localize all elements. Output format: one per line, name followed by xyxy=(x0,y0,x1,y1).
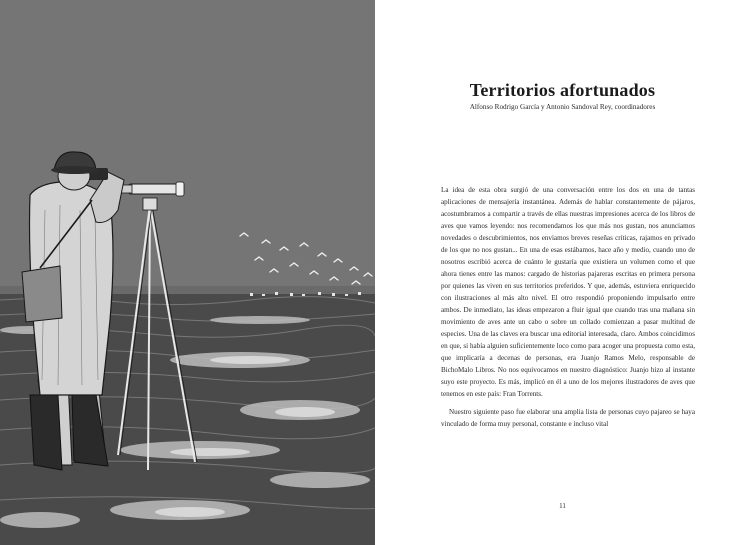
body-text xyxy=(441,184,695,430)
right-page xyxy=(375,0,750,545)
paragraph-1: La idea de esta obra surgió de una conversación entre los dos en una de tantas aplicaciones de mensajería instantánea. Además de hablar constantemente de pájaros, acostumbramos a compartir a través de ellas nuestras impresiones acerca de los libros de aves que vamos leyendo: nos recomendamos los que más nos gustan, nos anunciamos novedades o descubrimientos, nos enviamos breves reseñas críticas, rajamos en privado de los que no nos gustan... En una de esas estábamos, hace año y medio, cuando uno de nosotros escribió acerca de cuánto le gustaría que existiera un volumen como el que ahora tienes entre las manos: cargado de historias pajareras escritas en primera persona por quienes las viven en sus territorios preferidos. Y que, además, estuviera enriquecido con ilustraciones al más alto nivel. El otro respondió proponiendo impulsarlo entre ambos. De inmediato, las ideas empezaron a fluir igual que cuando tras una mañana sin movimiento de aves ante un cabo o sobre un collado comienzan a pasar multitud de especies. Una de las claves era buscar una editorial interesada, claro. Ambos coincidimos en que, si había alguien suficientemente loco como para acoger una propuesta como esta, que implicaría a decenas de personas, era Juanjo Ramos Melo, responsable de BichoMalo Libros. No nos equivocamos en nuestro diagnóstico: Juanjo hizo al instante suyo este proyecto. Es más, implicó en él a uno de los mejores ilustradores de aves que tenemos en este país: Fran Torrents. xyxy=(441,186,695,398)
page-number: 11 xyxy=(559,502,566,510)
chapter-title: Territorios afortunados xyxy=(469,80,656,100)
paragraph-2: Nuestro siguiente paso fue elaborar una amplia lista de personas cuyo pajareo se haya vinculado de forma muy personal, constante e incluso vital xyxy=(441,408,695,428)
chapter-subtitle: Alfonso Rodrigo García y Antonio Sandoval Rey, coordinadores xyxy=(469,103,656,111)
